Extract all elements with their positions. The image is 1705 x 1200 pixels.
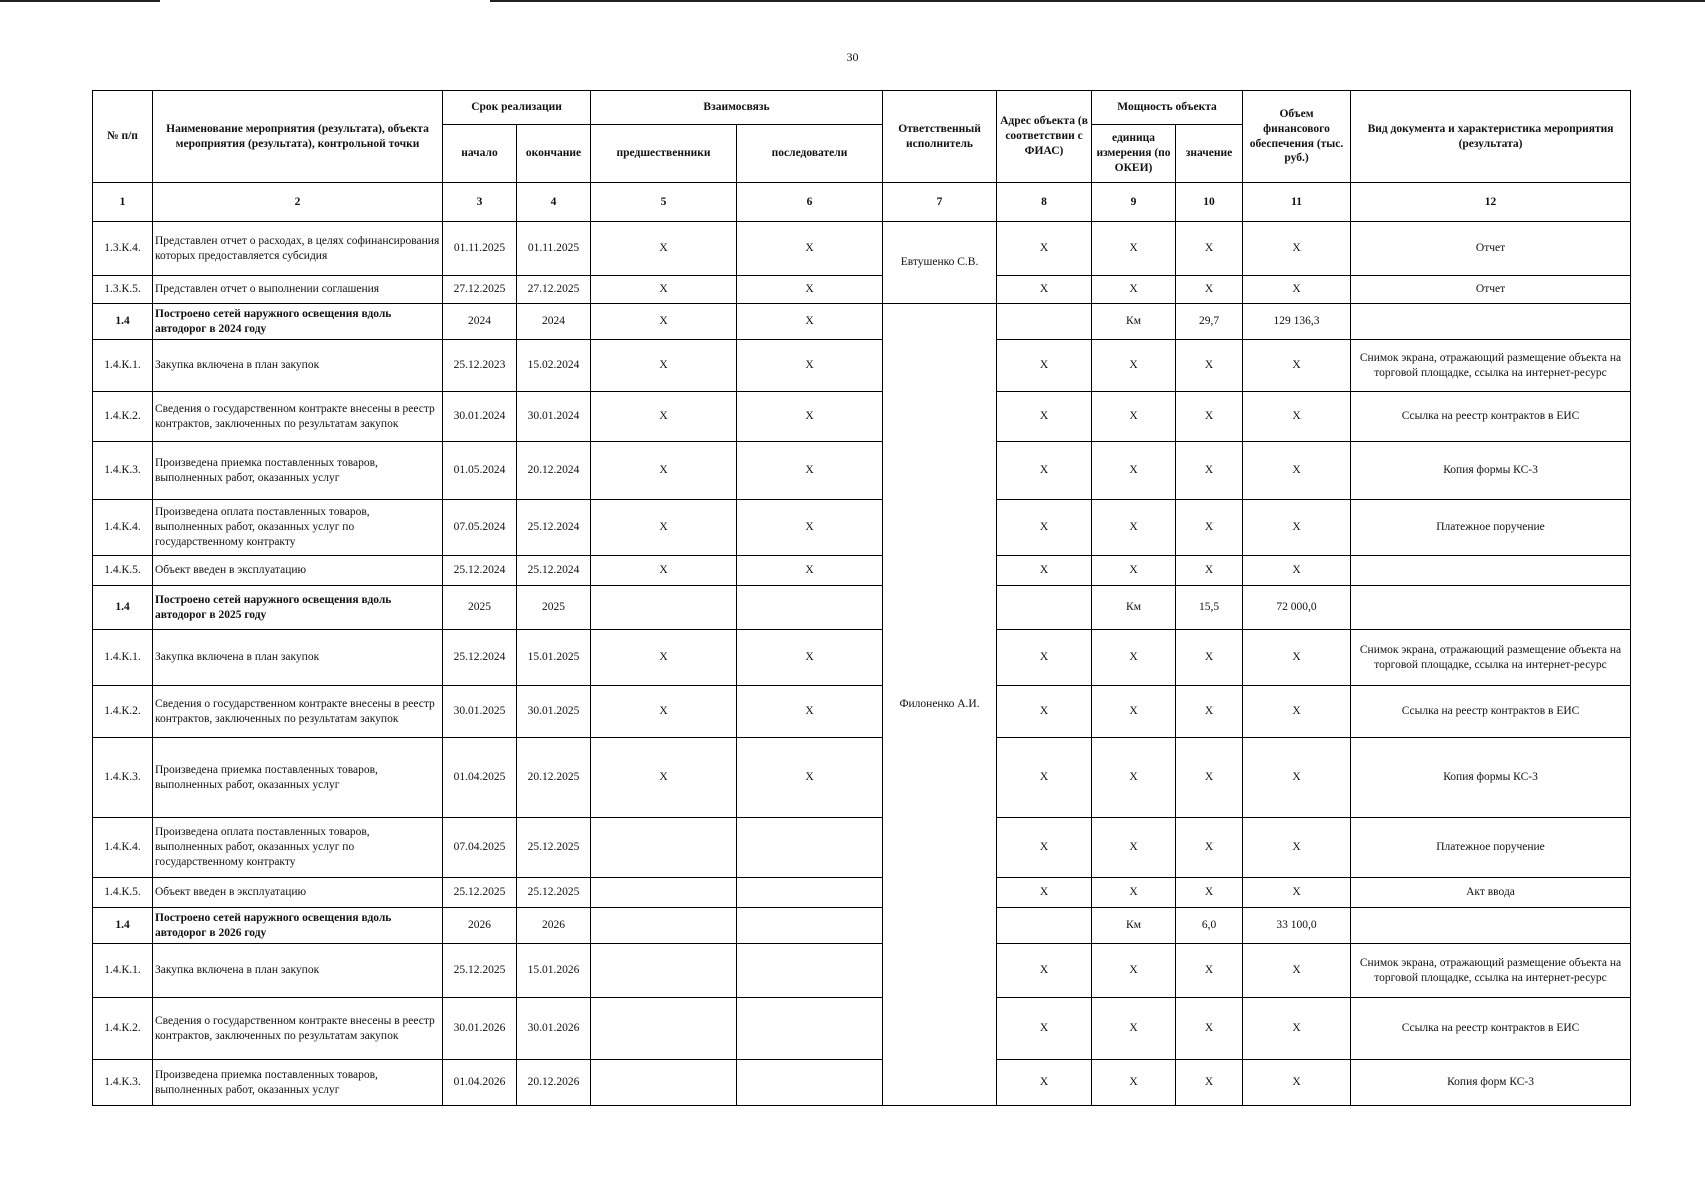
table-header	[93, 91, 1631, 183]
row-successors: X	[737, 304, 883, 340]
row-name: Построено сетей наружного освещения вдоль автодорог в 2024 году	[153, 304, 443, 340]
row-document: Отчет	[1351, 222, 1631, 276]
row-unit: X	[1092, 340, 1176, 392]
row-name: Представлен отчет о расходах, в целях софинансирования которых предоставляется субсидия	[153, 222, 443, 276]
row-end-date: 15.01.2026	[517, 944, 591, 998]
row-document: Снимок экрана, отражающий размещение объекта на торговой площадке, ссылка на интернет-ресурс	[1351, 944, 1631, 998]
row-successors: X	[737, 442, 883, 500]
row-funding: X	[1243, 878, 1351, 908]
row-successors	[737, 944, 883, 998]
header-period: Срок реализации	[443, 91, 591, 125]
row-number: 1.4.К.2.	[93, 998, 153, 1060]
col-number: 8	[997, 183, 1092, 222]
row-address: X	[997, 276, 1092, 304]
row-number: 1.4.К.3.	[93, 1060, 153, 1106]
row-funding: X	[1243, 1060, 1351, 1106]
row-end-date: 27.12.2025	[517, 276, 591, 304]
row-value: 29,7	[1176, 304, 1243, 340]
row-address	[997, 908, 1092, 944]
row-predecessors: X	[591, 630, 737, 686]
row-unit: Км	[1092, 908, 1176, 944]
row-predecessors: X	[591, 276, 737, 304]
table-row	[93, 222, 1631, 276]
row-successors	[737, 586, 883, 630]
row-funding: X	[1243, 276, 1351, 304]
row-document: Платежное поручение	[1351, 500, 1631, 556]
row-end-date: 2024	[517, 304, 591, 340]
row-unit: X	[1092, 630, 1176, 686]
table-row	[93, 392, 1631, 442]
row-start-date: 2024	[443, 304, 517, 340]
row-document: Копия формы КС-3	[1351, 738, 1631, 818]
header-end: окончание	[517, 125, 591, 183]
row-start-date: 01.04.2025	[443, 738, 517, 818]
row-address: X	[997, 878, 1092, 908]
header-num: № п/п	[93, 91, 153, 183]
col-number: 11	[1243, 183, 1351, 222]
row-document: Снимок экрана, отражающий размещение объекта на торговой площадке, ссылка на интернет-ресурс	[1351, 630, 1631, 686]
row-address: X	[997, 392, 1092, 442]
row-address	[997, 304, 1092, 340]
row-predecessors: X	[591, 222, 737, 276]
row-address	[997, 586, 1092, 630]
row-number: 1.4.К.4.	[93, 818, 153, 878]
table-row	[93, 556, 1631, 586]
row-value: X	[1176, 818, 1243, 878]
row-number: 1.4.К.1.	[93, 340, 153, 392]
row-predecessors: X	[591, 738, 737, 818]
row-funding: X	[1243, 818, 1351, 878]
row-end-date: 20.12.2025	[517, 738, 591, 818]
row-successors: X	[737, 276, 883, 304]
row-number: 1.4	[93, 304, 153, 340]
row-start-date: 01.04.2026	[443, 1060, 517, 1106]
page-number: 30	[846, 50, 859, 64]
row-address: X	[997, 630, 1092, 686]
row-end-date: 25.12.2025	[517, 878, 591, 908]
table-row	[93, 276, 1631, 304]
col-number: 6	[737, 183, 883, 222]
row-predecessors	[591, 818, 737, 878]
row-start-date: 25.12.2023	[443, 340, 517, 392]
row-end-date: 15.01.2025	[517, 630, 591, 686]
row-successors: X	[737, 392, 883, 442]
row-document: Копия формы КС-3	[1351, 442, 1631, 500]
col-number: 3	[443, 183, 517, 222]
row-predecessors: X	[591, 556, 737, 586]
header-name: Наименование мероприятия (результата), объекта мероприятия (результата), контрольной точки	[153, 91, 443, 183]
row-value: X	[1176, 944, 1243, 998]
row-name: Произведена оплата поставленных товаров, выполненных работ, оказанных услуг по государственному контракту	[153, 818, 443, 878]
table-row	[93, 304, 1631, 340]
row-value: X	[1176, 222, 1243, 276]
row-predecessors: X	[591, 500, 737, 556]
table-body	[93, 183, 1631, 1106]
row-funding: 33 100,0	[1243, 908, 1351, 944]
row-address: X	[997, 442, 1092, 500]
header-responsible: Ответственный исполнитель	[883, 91, 997, 183]
row-predecessors	[591, 944, 737, 998]
row-address: X	[997, 998, 1092, 1060]
row-address: X	[997, 738, 1092, 818]
row-document: Акт ввода	[1351, 878, 1631, 908]
row-end-date: 30.01.2026	[517, 998, 591, 1060]
top-border-line-left	[0, 0, 160, 2]
row-number: 1.3.К.5.	[93, 276, 153, 304]
row-funding: X	[1243, 630, 1351, 686]
row-start-date: 30.01.2024	[443, 392, 517, 442]
row-end-date: 01.11.2025	[517, 222, 591, 276]
table-row	[93, 630, 1631, 686]
header-funding: Объем финансового обеспечения (тыс. руб.)	[1243, 91, 1351, 183]
row-name: Сведения о государственном контракте внесены в реестр контрактов, заключенных по результатам закупок	[153, 392, 443, 442]
header-address: Адрес объекта (в соответствии с ФИАС)	[997, 91, 1092, 183]
row-number: 1.3.К.4.	[93, 222, 153, 276]
row-address: X	[997, 222, 1092, 276]
table-row	[93, 908, 1631, 944]
row-funding: X	[1243, 442, 1351, 500]
row-end-date: 20.12.2024	[517, 442, 591, 500]
row-document: Ссылка на реестр контрактов в ЕИС	[1351, 392, 1631, 442]
row-unit: Км	[1092, 586, 1176, 630]
responsible-cell: Евтушенко С.В.	[883, 222, 997, 304]
row-successors: X	[737, 340, 883, 392]
row-predecessors: X	[591, 442, 737, 500]
row-start-date: 01.11.2025	[443, 222, 517, 276]
row-predecessors	[591, 998, 737, 1060]
row-funding: X	[1243, 392, 1351, 442]
row-start-date: 27.12.2025	[443, 276, 517, 304]
table-row	[93, 944, 1631, 998]
row-address: X	[997, 944, 1092, 998]
row-successors: X	[737, 500, 883, 556]
row-address: X	[997, 686, 1092, 738]
row-funding: X	[1243, 340, 1351, 392]
row-address: X	[997, 1060, 1092, 1106]
plan-table	[92, 90, 1631, 1106]
row-number: 1.4.К.3.	[93, 738, 153, 818]
col-number: 12	[1351, 183, 1631, 222]
table-row	[93, 998, 1631, 1060]
row-successors	[737, 878, 883, 908]
row-value: X	[1176, 442, 1243, 500]
row-start-date: 30.01.2026	[443, 998, 517, 1060]
row-document: Платежное поручение	[1351, 818, 1631, 878]
row-address: X	[997, 340, 1092, 392]
row-start-date: 25.12.2024	[443, 630, 517, 686]
col-number: 4	[517, 183, 591, 222]
table-row	[93, 818, 1631, 878]
row-name: Построено сетей наружного освещения вдоль автодорог в 2025 году	[153, 586, 443, 630]
row-value: X	[1176, 738, 1243, 818]
row-end-date: 25.12.2024	[517, 556, 591, 586]
row-value: X	[1176, 500, 1243, 556]
row-funding: 72 000,0	[1243, 586, 1351, 630]
row-successors	[737, 818, 883, 878]
row-unit: X	[1092, 392, 1176, 442]
top-border-line-right	[490, 0, 1705, 2]
table-row	[93, 1060, 1631, 1106]
row-unit: X	[1092, 878, 1176, 908]
row-value: 15,5	[1176, 586, 1243, 630]
row-value: X	[1176, 392, 1243, 442]
row-predecessors: X	[591, 392, 737, 442]
row-predecessors: X	[591, 304, 737, 340]
row-predecessors	[591, 1060, 737, 1106]
row-address: X	[997, 818, 1092, 878]
row-number: 1.4	[93, 908, 153, 944]
row-address: X	[997, 556, 1092, 586]
row-unit: Км	[1092, 304, 1176, 340]
row-successors: X	[737, 556, 883, 586]
row-document: Ссылка на реестр контрактов в ЕИС	[1351, 998, 1631, 1060]
row-funding: X	[1243, 686, 1351, 738]
row-value: X	[1176, 878, 1243, 908]
row-start-date: 01.05.2024	[443, 442, 517, 500]
row-funding: 129 136,3	[1243, 304, 1351, 340]
table-row	[93, 738, 1631, 818]
table-row	[93, 340, 1631, 392]
row-start-date: 25.12.2024	[443, 556, 517, 586]
row-document	[1351, 586, 1631, 630]
row-name: Сведения о государственном контракте внесены в реестр контрактов, заключенных по результатам закупок	[153, 686, 443, 738]
row-successors: X	[737, 630, 883, 686]
row-successors	[737, 1060, 883, 1106]
row-name: Закупка включена в план закупок	[153, 630, 443, 686]
row-end-date: 30.01.2024	[517, 392, 591, 442]
row-unit: X	[1092, 556, 1176, 586]
table-row	[93, 878, 1631, 908]
row-address: X	[997, 500, 1092, 556]
header-capacity: Мощность объекта	[1092, 91, 1243, 125]
header-start: начало	[443, 125, 517, 183]
row-document: Снимок экрана, отражающий размещение объекта на торговой площадке, ссылка на интернет-ресурс	[1351, 340, 1631, 392]
row-successors: X	[737, 686, 883, 738]
row-name: Закупка включена в план закупок	[153, 340, 443, 392]
row-document	[1351, 304, 1631, 340]
row-number: 1.4.К.1.	[93, 630, 153, 686]
row-predecessors	[591, 878, 737, 908]
row-funding: X	[1243, 944, 1351, 998]
row-number: 1.4.К.1.	[93, 944, 153, 998]
row-name: Представлен отчет о выполнении соглашения	[153, 276, 443, 304]
row-value: X	[1176, 1060, 1243, 1106]
row-start-date: 25.12.2025	[443, 944, 517, 998]
row-value: X	[1176, 630, 1243, 686]
table-row	[93, 686, 1631, 738]
row-value: X	[1176, 556, 1243, 586]
row-value: 6,0	[1176, 908, 1243, 944]
col-number: 10	[1176, 183, 1243, 222]
row-name: Произведена приемка поставленных товаров, выполненных работ, оказанных услуг	[153, 738, 443, 818]
col-number: 2	[153, 183, 443, 222]
row-start-date: 25.12.2025	[443, 878, 517, 908]
row-unit: X	[1092, 442, 1176, 500]
row-number: 1.4.К.5.	[93, 556, 153, 586]
row-start-date: 07.05.2024	[443, 500, 517, 556]
row-unit: X	[1092, 1060, 1176, 1106]
row-predecessors	[591, 586, 737, 630]
table-row	[93, 500, 1631, 556]
header-relation: Взаимосвязь	[591, 91, 883, 125]
row-funding: X	[1243, 998, 1351, 1060]
row-name: Произведена приемка поставленных товаров, выполненных работ, оказанных услуг	[153, 1060, 443, 1106]
col-number: 9	[1092, 183, 1176, 222]
row-predecessors	[591, 908, 737, 944]
row-name: Сведения о государственном контракте внесены в реестр контрактов, заключенных по результатам закупок	[153, 998, 443, 1060]
row-end-date: 2025	[517, 586, 591, 630]
column-numbers-row	[93, 183, 1631, 222]
row-predecessors: X	[591, 340, 737, 392]
row-document: Отчет	[1351, 276, 1631, 304]
row-value: X	[1176, 340, 1243, 392]
row-start-date: 2026	[443, 908, 517, 944]
row-funding: X	[1243, 556, 1351, 586]
row-number: 1.4.К.2.	[93, 686, 153, 738]
row-end-date: 2026	[517, 908, 591, 944]
header-doc: Вид документа и характеристика мероприятия (результата)	[1351, 91, 1631, 183]
row-funding: X	[1243, 222, 1351, 276]
row-unit: X	[1092, 944, 1176, 998]
row-end-date: 25.12.2024	[517, 500, 591, 556]
header-successors: последователи	[737, 125, 883, 183]
row-start-date: 30.01.2025	[443, 686, 517, 738]
col-number: 5	[591, 183, 737, 222]
row-unit: X	[1092, 222, 1176, 276]
row-document: Ссылка на реестр контрактов в ЕИС	[1351, 686, 1631, 738]
row-end-date: 15.02.2024	[517, 340, 591, 392]
row-name: Произведена оплата поставленных товаров, выполненных работ, оказанных услуг по государственному контракту	[153, 500, 443, 556]
row-unit: X	[1092, 998, 1176, 1060]
row-end-date: 25.12.2025	[517, 818, 591, 878]
table-row	[93, 586, 1631, 630]
table-row	[93, 442, 1631, 500]
row-successors: X	[737, 738, 883, 818]
row-name: Построено сетей наружного освещения вдоль автодорог в 2026 году	[153, 908, 443, 944]
row-unit: X	[1092, 500, 1176, 556]
row-unit: X	[1092, 686, 1176, 738]
row-number: 1.4.К.5.	[93, 878, 153, 908]
row-name: Объект введен в эксплуатацию	[153, 878, 443, 908]
row-number: 1.4	[93, 586, 153, 630]
row-funding: X	[1243, 500, 1351, 556]
row-unit: X	[1092, 276, 1176, 304]
row-unit: X	[1092, 818, 1176, 878]
header-predecessors: предшественники	[591, 125, 737, 183]
row-document: Копия форм КС-3	[1351, 1060, 1631, 1106]
row-successors	[737, 998, 883, 1060]
row-start-date: 07.04.2025	[443, 818, 517, 878]
row-value: X	[1176, 998, 1243, 1060]
row-document	[1351, 908, 1631, 944]
row-successors: X	[737, 222, 883, 276]
row-successors	[737, 908, 883, 944]
row-end-date: 20.12.2026	[517, 1060, 591, 1106]
row-name: Закупка включена в план закупок	[153, 944, 443, 998]
row-start-date: 2025	[443, 586, 517, 630]
row-number: 1.4.К.2.	[93, 392, 153, 442]
col-number: 7	[883, 183, 997, 222]
row-name: Объект введен в эксплуатацию	[153, 556, 443, 586]
header-unit: единица измерения (по ОКЕИ)	[1092, 125, 1176, 183]
row-number: 1.4.К.3.	[93, 442, 153, 500]
row-name: Произведена приемка поставленных товаров, выполненных работ, оказанных услуг	[153, 442, 443, 500]
row-value: X	[1176, 686, 1243, 738]
responsible-cell: Филоненко А.И.	[883, 304, 997, 1106]
row-value: X	[1176, 276, 1243, 304]
row-number: 1.4.К.4.	[93, 500, 153, 556]
col-number: 1	[93, 183, 153, 222]
row-funding: X	[1243, 738, 1351, 818]
header-value: значение	[1176, 125, 1243, 183]
row-unit: X	[1092, 738, 1176, 818]
row-predecessors: X	[591, 686, 737, 738]
row-end-date: 30.01.2025	[517, 686, 591, 738]
row-document	[1351, 556, 1631, 586]
